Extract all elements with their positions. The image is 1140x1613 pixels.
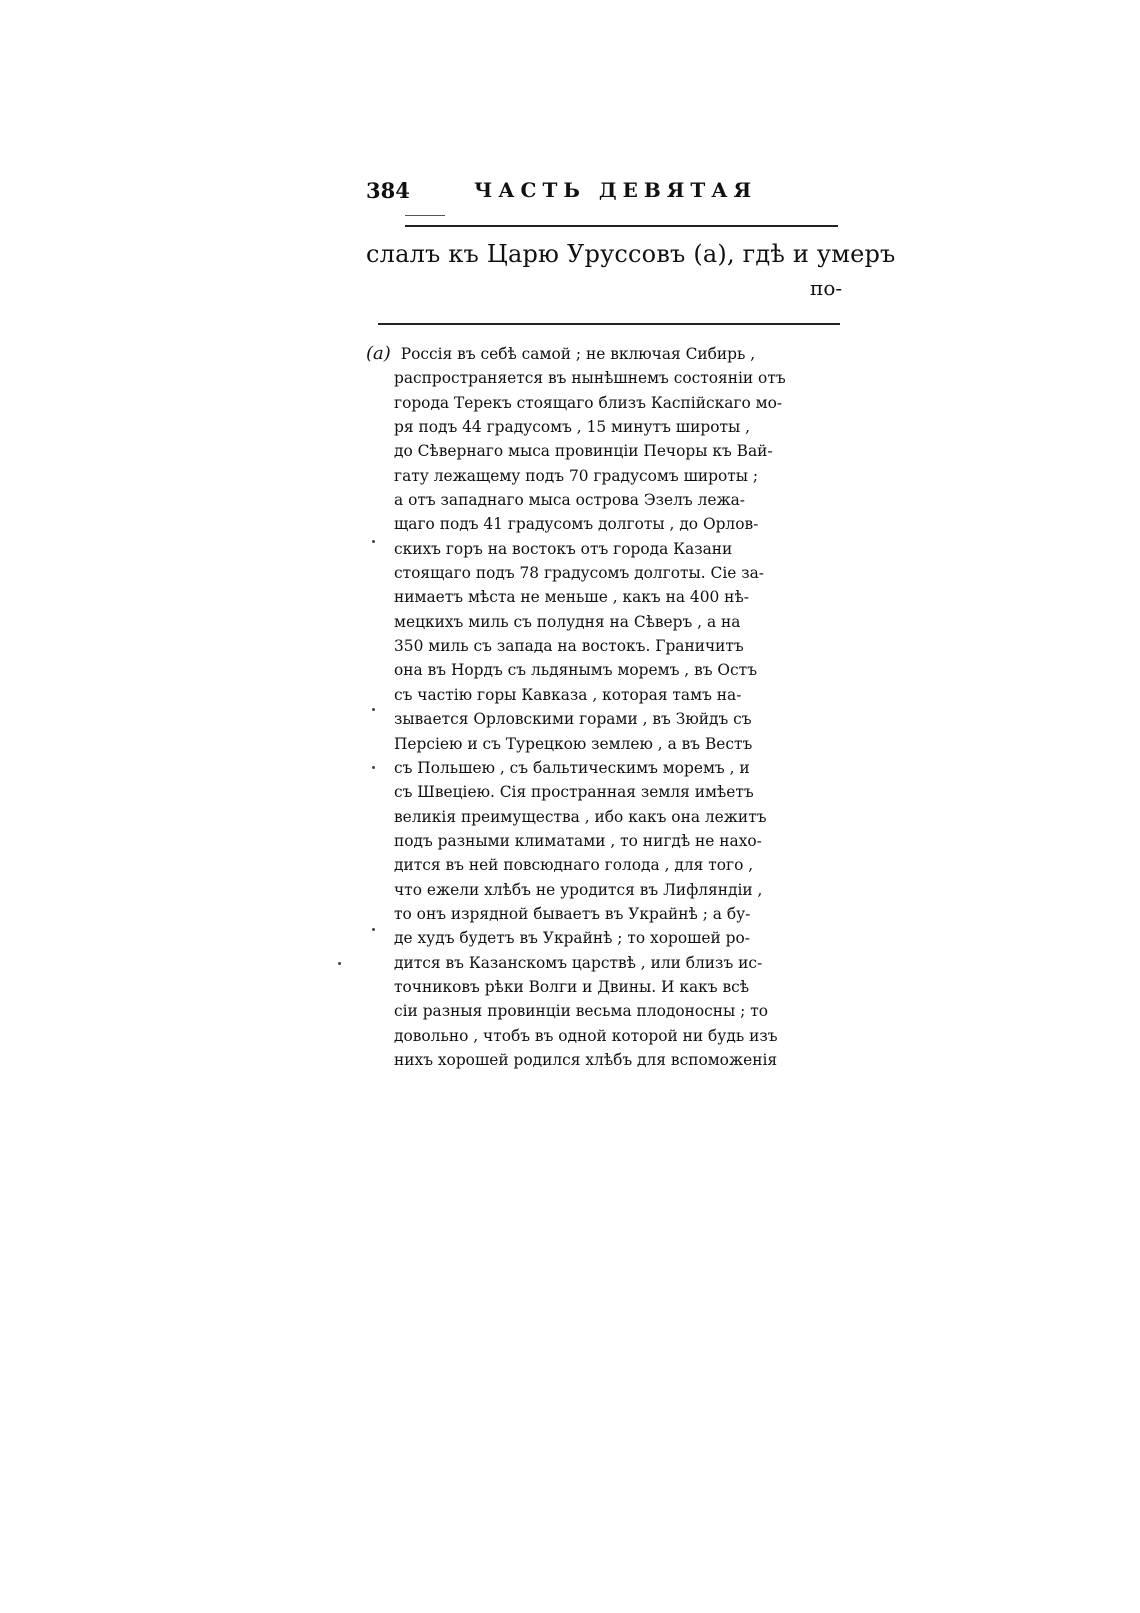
footnote-line: скихъ горъ на востокъ отъ города Казани xyxy=(394,539,733,558)
footnote-line: 350 миль съ запада на востокъ. Граничитъ xyxy=(394,637,744,656)
page-header xyxy=(366,176,846,206)
footnote-line: стоящаго подъ 78 градусомъ долготы. Сiе за- xyxy=(394,564,765,583)
footnote-line: съ частiю горы Кавказа , которая тамъ на- xyxy=(394,685,742,704)
footnote-line: довольно , чтобъ въ одной которой ни будь изъ xyxy=(394,1026,778,1045)
footnote xyxy=(366,342,848,1072)
footnote-line: нихъ хорошей родился хлѣбъ для вспоможенiя xyxy=(394,1050,778,1069)
footnote-line-text: Россiя въ себѣ самой ; не включая Сибирь , xyxy=(400,345,756,363)
header-rule xyxy=(405,225,838,227)
footnote-line: до Сѣвернаго мыса провинцiи Печоры къ Вай- xyxy=(394,442,773,461)
page-number: 384 xyxy=(366,178,410,203)
footnote-line: а отъ западнаго мыса острова Эзелъ лежа- xyxy=(394,491,745,510)
footnote-line xyxy=(366,342,848,366)
footnote-marker: (а) xyxy=(366,343,391,364)
footnote-line: гату лежащему подъ 70 градусомъ широты ; xyxy=(394,466,759,485)
footnote-line: распространяется въ нынѣшнемъ состоянiи отъ xyxy=(394,369,786,388)
footnote-line: подъ разными климатами , то нигдѣ не нахо- xyxy=(394,831,762,850)
footnote-line: сiи разныя провинцiи весьма плодоносны ; то xyxy=(394,1002,769,1021)
footnote-line: ря подъ 44 градусомъ , 15 минутъ широты , xyxy=(394,418,751,437)
margin-speck xyxy=(338,962,341,965)
footnote-line: щаго подъ 41 градусомъ долготы , до Орлов- xyxy=(394,515,759,534)
header-rule-dash xyxy=(405,215,445,216)
catchword: по- xyxy=(810,276,843,300)
footnote-line: великiя преимущества , ибо какъ она лежитъ xyxy=(394,807,767,826)
footnote-line: нимаетъ мѣста не меньше , какъ на 400 нѣ- xyxy=(394,588,749,607)
footnote-line: Персiею и съ Турецкою землею , а въ Вестъ xyxy=(394,734,753,753)
footnote-line: де худъ будетъ въ Украйнѣ ; то хорошей ро- xyxy=(394,929,750,948)
footnote-line: она въ Нордъ съ льдянымъ моремъ , въ Остъ xyxy=(394,661,757,680)
footnote-separator-rule xyxy=(378,323,840,325)
footnote-line: мецкихъ миль съ полудня на Сѣверъ , а на xyxy=(394,612,741,631)
margin-speck xyxy=(372,708,375,711)
footnote-line: дится въ Казанскомъ царствѣ , или близъ ис- xyxy=(394,953,763,972)
margin-speck xyxy=(372,928,375,931)
footnote-line: точниковъ рѣки Волги и Двины. И какъ всѣ xyxy=(394,977,750,996)
footnote-line: то онъ изрядной бываетъ въ Украйнѣ ; а бу- xyxy=(394,904,751,923)
body-text-line: слалъ къ Царю Уруссовъ (а), гдѣ и умеръ xyxy=(366,240,896,268)
footnote-line: города Терекъ стоящаго близъ Каспiйскаго мо- xyxy=(394,393,783,412)
margin-speck xyxy=(372,766,375,769)
running-title: ЧАСТЬ ДЕВЯТАЯ xyxy=(474,178,758,202)
footnote-line: зывается Орловскими горами , въ Зюйдъ съ xyxy=(394,710,752,729)
footnote-line: съ Польшею , съ бальтическимъ моремъ , и xyxy=(394,758,750,777)
margin-speck xyxy=(372,540,375,543)
footnote-line: что ежели хлѣбъ не уродится въ Лифляндiи , xyxy=(394,880,763,899)
footnote-line: съ Швецiею. Сiя пространная земля имѣетъ xyxy=(394,783,754,802)
footnote-line: дится въ ней повсюднаго голода , для того , xyxy=(394,856,754,875)
